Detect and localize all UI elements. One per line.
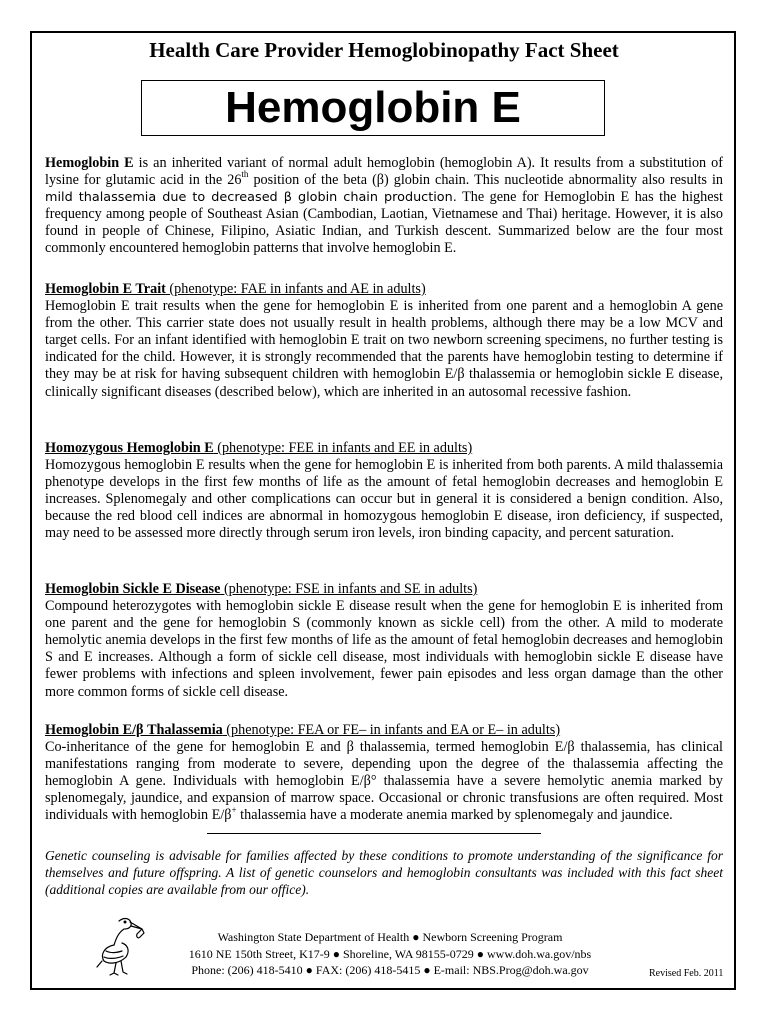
footer-phone: Phone: (206) 418-5410 ● FAX: (206) 418-5415 ● E-mail: NBS.Prog@doh.wa.gov <box>191 963 589 977</box>
footer-org: Washington State Department of Health ● Newborn Screening Program <box>217 930 563 944</box>
section-heading <box>45 581 723 598</box>
section-heading <box>45 722 723 739</box>
intro-text-b: position of the beta (β) globin chain. This nucleotide abnormality also results in <box>248 172 723 189</box>
section-heading-title: Hemoglobin E Trait <box>45 281 166 297</box>
section-body: Hemoglobin E trait results when the gene for hemoglobin E is inherited from one parent and a hemoglobin A gene from the other. This carrier state does not usually result in health problems, although there may be a low MCV and target cells. For an infant identified with hemoglobin E trait on two newborn screening specimens, no further testing is indicated for the child. However, it is strongly recommended that the parents have hemoglobin testing to determine if they may be at risk for having subsequent children with hemoglobin E/β thalassemia or hemoglobin sickle E disease, clinically significant diseases (described below), which are inherited in an autosomal recessive fashion. <box>45 298 723 400</box>
main-title-box <box>141 80 605 136</box>
section-sickle-e <box>45 581 723 701</box>
intro-mono-text: mild thalassemia due to decreased β globin chain production. <box>45 190 457 206</box>
section-heading-title: Hemoglobin Sickle E Disease <box>45 581 221 597</box>
section-body: Homozygous hemoglobin E results when the gene for hemoglobin E is inherited from both parents. A mild thalassemia phenotype develops in the first few months of life as the amount of fetal hemoglobin decreases and hemoglobin E increases. Splenomegaly and other complications can occur but in general it is considered a benign condition. Also, because the red blood cell indices are abnormal in homozygous hemoglobin E disease, iron deficiency, if suspected, may need to be assessed more directly through serum iron levels, iron binding capacity, and percent saturation. <box>45 457 723 542</box>
section-body-b: thalassemia have a moderate anemia marked by splenomegaly and jaundice. <box>236 807 673 824</box>
footer-contact <box>160 929 620 979</box>
intro-text-a: is an inherited variant of normal adult hemoglobin (hemoglobin A). It results from a substitution of lysine for glutamic acid in the 26 <box>45 155 723 189</box>
section-phenotype: (phenotype: FEA or FE– in infants and EA or E– in adults) <box>222 722 561 738</box>
revision-date: Revised Feb. 2011 <box>649 968 724 979</box>
intro-sup: th <box>241 169 249 180</box>
section-body: Compound heterozygotes with hemoglobin sickle E disease result when the gene for hemoglobin E is inherited from one parent and the gene for hemoglobin S (commonly known as sickle cell) from the other. A mild to moderate hemolytic anemia develops in the first few months of life as the amount of fetal hemoglobin decreases and hemoglobin S and E increases. Although a form of sickle cell disease, most individuals with hemoglobin sickle E disease have fewer problems with infections and spleen involvement, fewer pain episodes and less organ damage than the other more common forms of sickle cell disease. <box>45 598 723 700</box>
divider <box>207 833 541 834</box>
stork-icon <box>94 915 164 977</box>
section-body-sup: + <box>231 804 237 815</box>
footer-address: 1610 NE 150th Street, K17-9 ● Shoreline, WA 98155-0729 ● www.doh.wa.gov/nbs <box>188 946 592 961</box>
section-phenotype: (phenotype: FAE in infants and AE in adults) <box>165 281 426 297</box>
intro-lead: Hemoglobin E <box>45 155 134 171</box>
section-e-beta-thalassemia <box>45 722 723 825</box>
fact-sheet-title: Health Care Provider Hemoglobinopathy Fact Sheet <box>149 38 619 62</box>
section-homozygous <box>45 440 723 543</box>
section-trait <box>45 281 723 401</box>
section-phenotype: (phenotype: FSE in infants and SE in adults) <box>220 581 478 597</box>
section-heading <box>45 440 723 457</box>
main-title: Hemoglobin E <box>225 83 521 132</box>
genetic-counseling-note: Genetic counseling is advisable for families affected by these conditions to promote understanding of the significance for themselves and future offspring. A list of genetic counselors and hemoglobin consultants was included with this fact sheet (additional copies are available from our office). <box>45 848 723 897</box>
intro-text-c: The gene for Hemoglobin E has the highest frequency among people of Southeast Asian (Cambodian, Laotian, Vietnamese and Thai) heritage. However, it is also found in people of Chinese, Filipino, Asiatic Indian, and Turkish descent. Summarized below are the four most commonly encountered hemoglobin patterns that involve hemoglobin E. <box>45 189 723 257</box>
section-heading <box>45 281 723 298</box>
section-heading-title: Homozygous Hemoglobin E <box>45 440 214 456</box>
intro-paragraph <box>45 155 723 258</box>
section-body-a: Co-inheritance of the gene for hemoglobin E and β thalassemia, termed hemoglobin E/β thalassemia, has clinical manifestations ranging from moderate to severe, depending upon the degree of the thalassemia affecting the hemoglobin A gene. Individuals with hemoglobin E/β° thalassemia have a severe hemolytic anemia marked by splenomegaly, jaundice, and expansion of marrow space. Occasional or chronic transfusions are often required. Most individuals with hemoglobin E/β <box>45 739 723 824</box>
section-phenotype: (phenotype: FEE in infants and EE in adults) <box>213 440 473 456</box>
section-heading-title: Hemoglobin E/β Thalassemia <box>45 722 223 738</box>
